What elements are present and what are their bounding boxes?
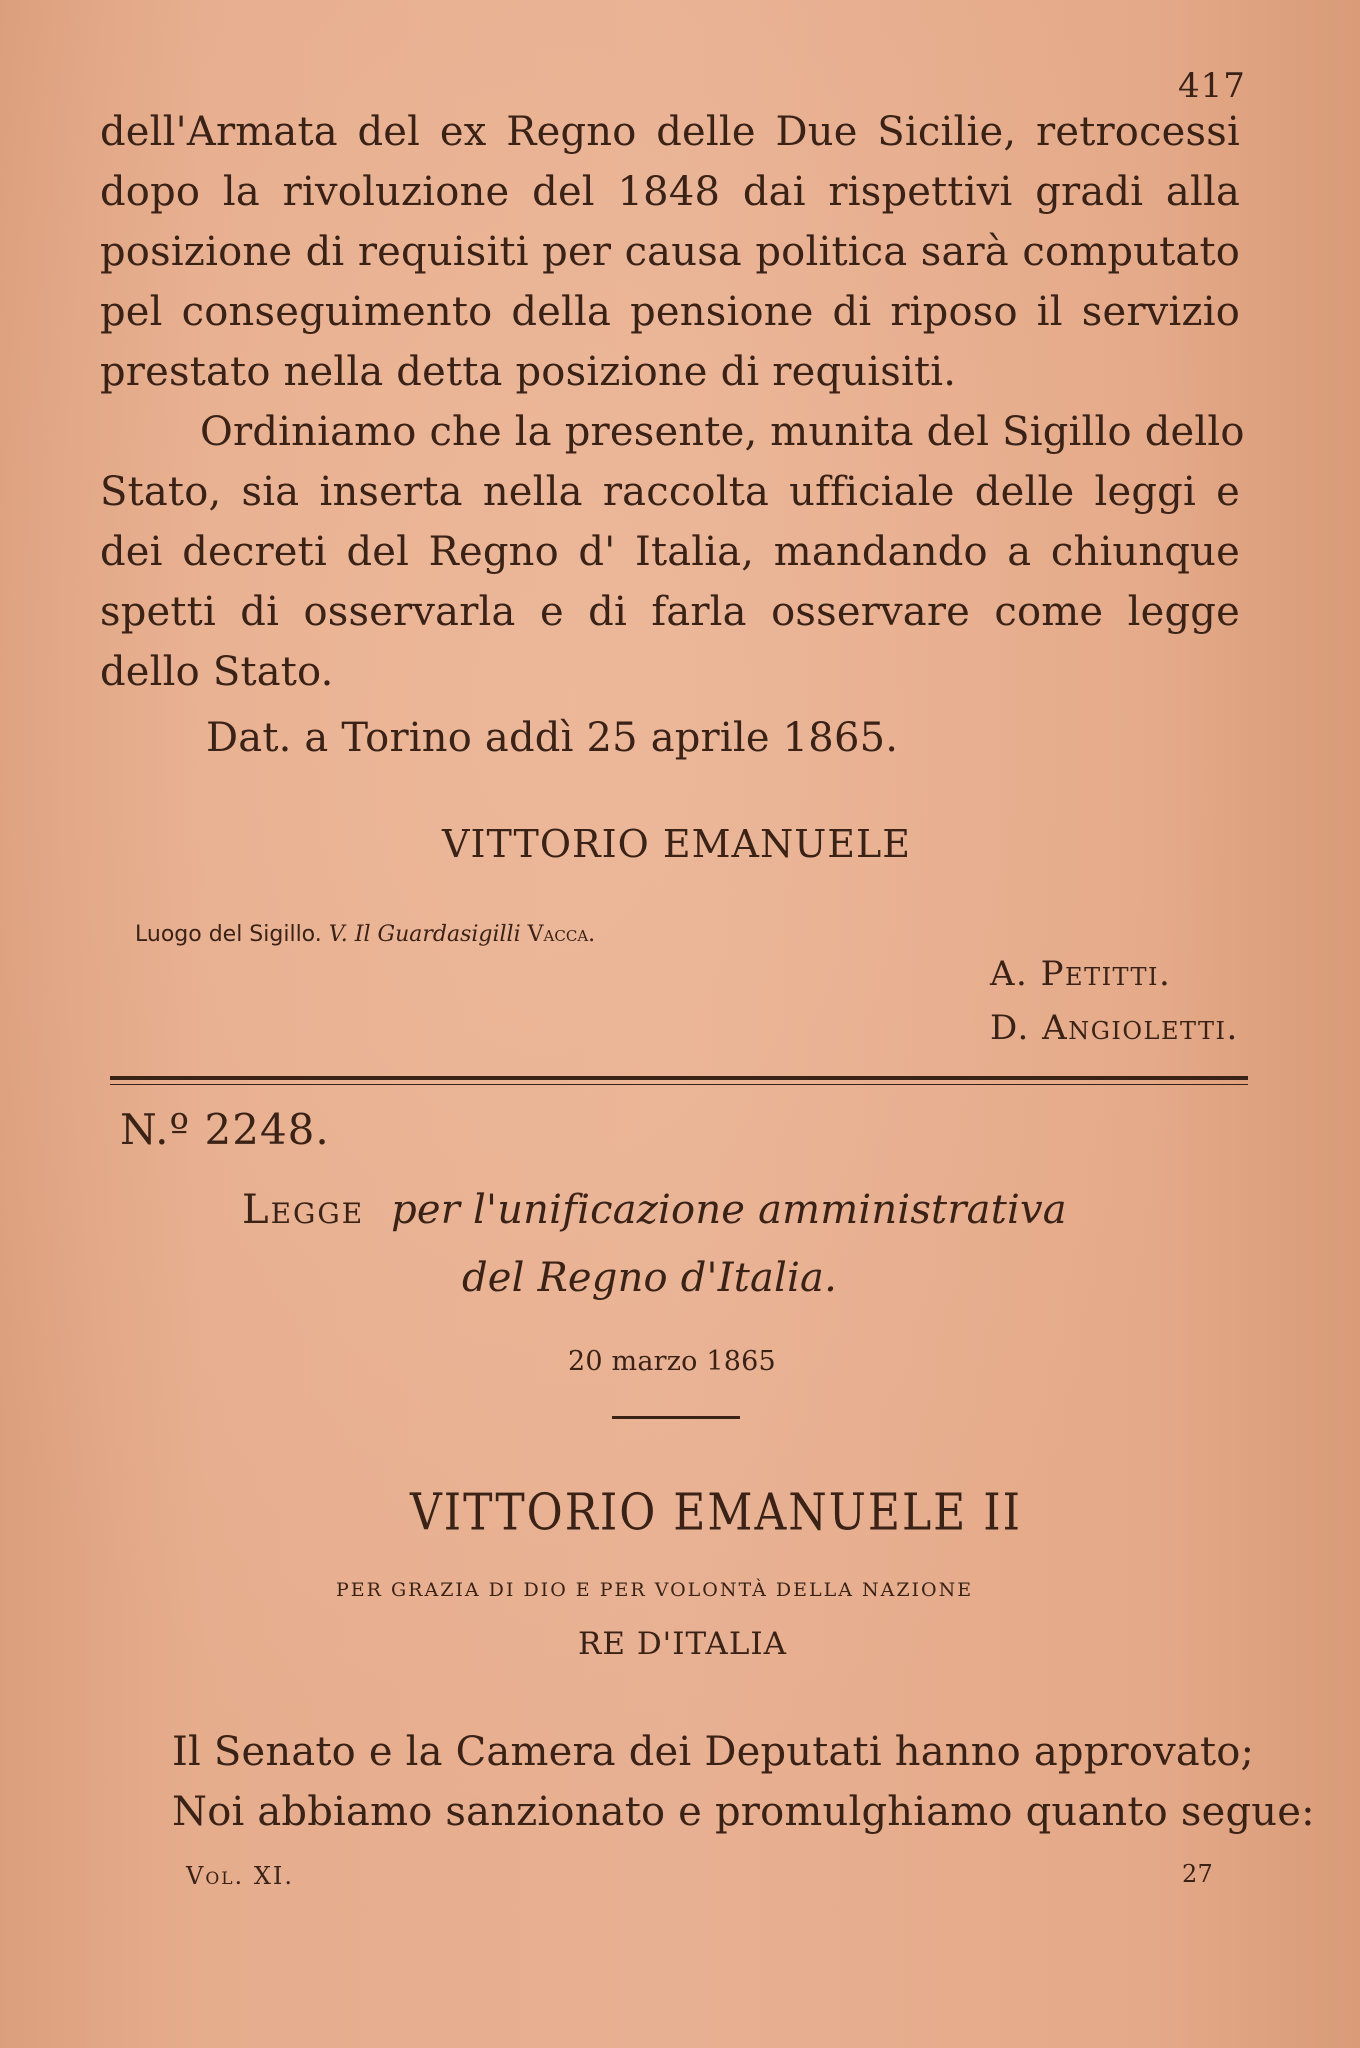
king-title: RE D'ITALIA [578, 1626, 788, 1662]
seal-place: Luogo del Sigillo. [135, 922, 322, 947]
paragraph-3-line-2: Noi abbiamo sanzionato e promulghiamo quanto segue: [172, 1789, 1315, 1835]
paragraph-3-line-1: Il Senato e la Camera dei Deputati hanno approvato; [172, 1729, 1255, 1775]
footer-volume: Vol. XI. [186, 1862, 295, 1890]
paragraph-1-line-5: prestato nella detta posizione di requisiti. [100, 349, 957, 395]
king-signature: VITTORIO EMANUELE [442, 822, 911, 866]
divider-thin [110, 1084, 1248, 1085]
grace-line: PER GRAZIA DI DIO E PER VOLONTÀ DELLA NAZIONE [336, 1579, 974, 1601]
law-title-rest: per l'unificazione amministrativa [391, 1187, 1067, 1233]
signature-petitti: A. Petitti. [990, 954, 1172, 994]
short-divider [612, 1416, 740, 1419]
paragraph-2-line-1: Ordiniamo che la presente, munita del Sigillo dello [200, 409, 1245, 455]
law-number: N.º 2248. [120, 1105, 330, 1154]
page-number: 417 [1178, 66, 1246, 106]
text-line: dell'Armata del ex Regno delle Due Sicilie, retrocessi [100, 109, 1240, 155]
law-date: 20 marzo 1865 [568, 1346, 776, 1377]
seal-name: Vacca. [527, 922, 596, 947]
paragraph-1-line-4: pel conseguimento della pensione di riposo il servizio [100, 289, 1240, 335]
signature-angioletti: D. Angioletti. [990, 1008, 1239, 1048]
law-title-line-1 [242, 1186, 1067, 1234]
paragraph-2-line-3: dei decreti del Regno d' Italia, mandando a chiunque [100, 529, 1240, 575]
paragraph-2-line-4: spetti di osservarla e di farla osservare come legge [100, 589, 1240, 635]
law-title-line-2: del Regno d'Italia. [462, 1255, 838, 1301]
seal-line [135, 922, 595, 947]
paragraph-2-line-5: dello Stato. [100, 649, 334, 695]
paragraph-1-line-1 [100, 108, 1240, 156]
dated-line: Dat. a Torino addì 25 aprile 1865. [206, 715, 899, 761]
law-title-lead: Legge [242, 1187, 365, 1233]
paragraph-2-line-2: Stato, sia inserta nella raccolta ufficiale delle leggi e [100, 469, 1240, 515]
divider-thick [110, 1076, 1248, 1080]
paragraph-1-line-2: dopo la rivoluzione del 1848 dai rispettivi gradi alla [100, 169, 1240, 215]
footer-signature-mark: 27 [1182, 1860, 1213, 1888]
paragraph-1-line-3: posizione di requisiti per causa politica sarà computato [100, 229, 1240, 275]
king-heading: VITTORIO EMANUELE II [410, 1483, 1023, 1543]
seal-visa: V. Il Guardasigilli [328, 922, 521, 947]
